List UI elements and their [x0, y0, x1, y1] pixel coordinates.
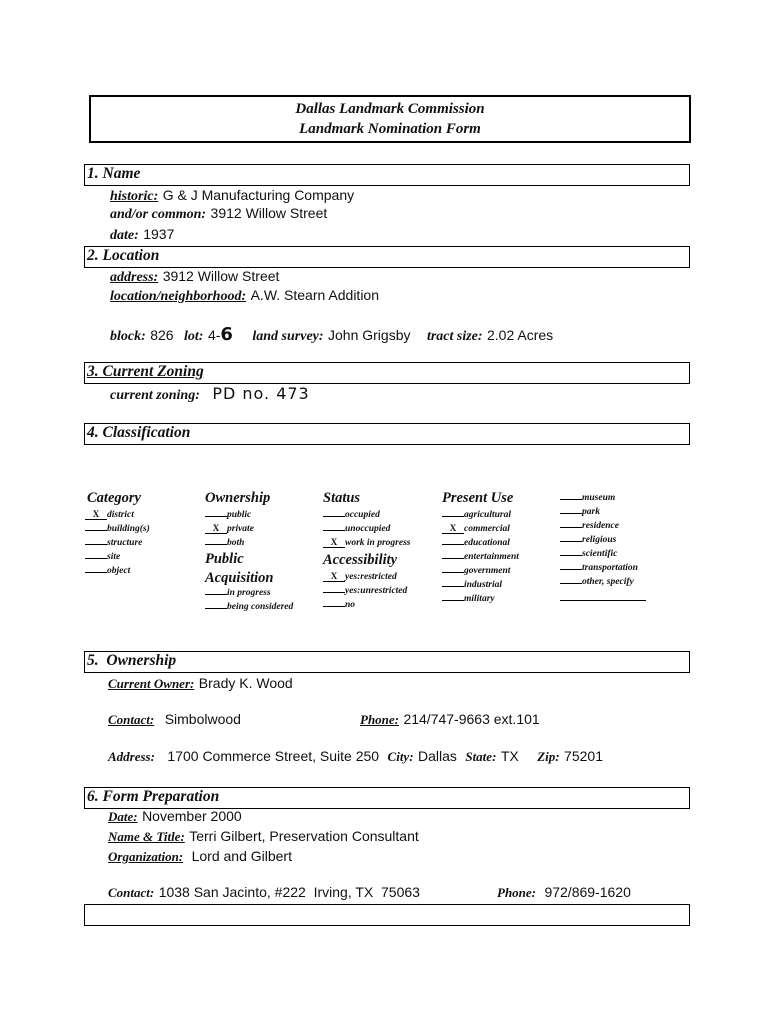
accessibility-item [323, 600, 355, 610]
checkbox-blank [205, 516, 227, 517]
block-label: block: [110, 329, 146, 344]
date-value: 1937 [143, 226, 175, 242]
form-subtitle: Landmark Nomination Form [299, 121, 481, 137]
present-use-item [442, 538, 510, 548]
section-heading: 6. Form Preparation [87, 788, 220, 805]
form-title: Dallas Landmark Commission [295, 101, 485, 117]
contact-label: Contact: [108, 712, 155, 727]
checkbox-blank: X [205, 524, 227, 534]
category-item [85, 552, 120, 562]
present-use-heading: Present Use [442, 490, 514, 506]
acquisition-label: in progress [227, 588, 271, 598]
present-use-label: government [464, 566, 511, 576]
public-acquisition-heading: Public [205, 551, 244, 567]
present-use-2-item [560, 577, 634, 587]
contact-value: Simbolwood [164, 711, 241, 727]
present-use-label: educational [464, 538, 510, 548]
present-use-item [442, 510, 511, 520]
section-location-header [84, 246, 690, 268]
tract-label: tract size: [426, 329, 483, 344]
present-use-item [442, 580, 502, 590]
category-item [85, 524, 150, 534]
historic-value: G & J Manufacturing Company [162, 187, 355, 203]
common-label: and/or common: [110, 207, 207, 222]
checkbox-blank [560, 555, 582, 556]
section-heading: 3. Current Zoning [87, 363, 204, 380]
ownership-item [205, 538, 244, 548]
section-name-header [84, 164, 690, 186]
lot-value: 4- [207, 327, 221, 343]
address-row [110, 268, 279, 286]
city-value: Dallas [417, 748, 457, 764]
status-label: unoccupied [345, 524, 391, 534]
section-heading: 5. Ownership [87, 652, 177, 669]
category-label: structure [107, 538, 143, 548]
owner-value: Brady K. Wood [198, 675, 293, 691]
status-heading: Status [323, 490, 361, 506]
phone-value: 214/747-9663 ext.101 [403, 711, 540, 727]
zoning-handwritten: PD no. 473 [212, 384, 310, 403]
survey-label: land survey: [252, 329, 324, 344]
category-item [85, 566, 130, 576]
blank-footer-box [84, 904, 690, 926]
checkbox-blank [205, 594, 227, 595]
checkbox-blank [442, 516, 464, 517]
contact-row [108, 711, 241, 729]
checkbox-blank [205, 544, 227, 545]
section-zoning-header [84, 362, 690, 384]
prep-phone-row [497, 884, 631, 902]
present-use-2-item [560, 493, 615, 503]
date-row [110, 226, 174, 244]
section-classification-header [84, 423, 690, 445]
prep-date-value: November 2000 [142, 808, 242, 824]
accessibility-item [323, 572, 397, 582]
section-preparation-header [84, 787, 690, 809]
checkbox-blank [85, 530, 107, 531]
present-use-2-label: religious [582, 535, 617, 545]
checkbox-blank [442, 558, 464, 559]
owner-address-label: Address: [108, 749, 155, 764]
owner-address-value: 1700 Commerce Street, Suite 250 [167, 748, 380, 764]
prep-date-label: Date: [108, 809, 138, 824]
ownership-item [205, 510, 251, 520]
acquisition-item [205, 588, 271, 598]
date-label: date: [110, 228, 139, 243]
category-label: site [107, 552, 121, 562]
present-use-2-label: transportation [582, 563, 638, 573]
checkbox-blank [323, 606, 345, 607]
status-item [323, 510, 380, 520]
owner-label: Current Owner: [108, 676, 195, 691]
accessibility-item [323, 586, 407, 596]
checkbox-blank: X [323, 538, 345, 548]
checkbox-blank [560, 527, 582, 528]
prep-date-row [108, 808, 242, 826]
acquisition-item [205, 602, 293, 612]
prep-contact-value: 1038 San Jacinto, #222 Irving, TX 75063 [158, 884, 420, 900]
acquisition-label: being considered [227, 602, 294, 612]
form-title-box [89, 95, 691, 143]
present-use-2-label: other, specify [582, 577, 634, 587]
present-use-label: entertainment [464, 552, 519, 562]
lot-handwritten: 6 [220, 324, 234, 345]
common-row [110, 205, 327, 223]
category-heading: Category [87, 490, 141, 506]
checkbox-blank [323, 592, 345, 593]
present-use-2-label: scientific [582, 549, 618, 559]
state-value: TX [500, 748, 519, 764]
checkbox-blank [85, 544, 107, 545]
ownership-heading: Ownership [205, 490, 271, 506]
common-value: 3912 Willow Street [210, 205, 328, 221]
ownership-label: private [227, 524, 254, 534]
present-use-2-item [560, 535, 616, 545]
accessibility-heading: Accessibility [323, 552, 398, 568]
checkbox-blank: X [85, 510, 107, 520]
category-item [85, 510, 134, 520]
section-ownership-header [84, 651, 690, 673]
prep-contact-label: Contact: [108, 885, 155, 900]
category-label: district [107, 510, 134, 520]
present-use-2-label: museum [582, 493, 616, 503]
status-label: work in progress [345, 538, 411, 548]
accessibility-label: no [345, 600, 356, 610]
neighborhood-value: A.W. Stearn Addition [250, 287, 379, 303]
present-use-2-item [560, 563, 638, 573]
address-value: 3912 Willow Street [162, 268, 280, 284]
phone-label: Phone: [360, 712, 399, 727]
tract-value: 2.02 Acres [487, 327, 554, 343]
checkbox-blank: X [442, 524, 464, 534]
checkbox-blank [560, 541, 582, 542]
zoning-label: current zoning: [110, 388, 200, 403]
present-use-2-label: residence [582, 521, 619, 531]
present-use-item [442, 594, 495, 604]
present-use-item [442, 524, 510, 534]
ownership-label: public [227, 510, 252, 520]
category-item [85, 538, 142, 548]
prep-name-value: Terri Gilbert, Preservation Consultant [189, 828, 419, 844]
prep-name-row [108, 828, 419, 846]
accessibility-label: yes:unrestricted [345, 586, 408, 596]
present-use-label: military [464, 594, 495, 604]
prep-phone-label: Phone: [497, 885, 536, 900]
address-label: address: [110, 270, 159, 285]
checkbox-blank [560, 583, 582, 584]
survey-value: John Grigsby [328, 327, 411, 343]
state-label: State: [465, 749, 497, 764]
checkbox-blank [323, 516, 345, 517]
specify-line [560, 600, 646, 601]
checkbox-blank [560, 513, 582, 514]
zip-value: 75201 [564, 748, 603, 764]
status-item [323, 538, 410, 548]
checkbox-blank [560, 499, 582, 500]
present-use-label: industrial [464, 580, 503, 590]
present-use-2-label: park [582, 507, 600, 517]
prep-org-row [108, 848, 292, 866]
checkbox-blank [442, 572, 464, 573]
checkbox-blank [85, 558, 107, 559]
status-label: occupied [345, 510, 380, 520]
checkbox-blank [85, 572, 107, 573]
checkbox-blank [442, 600, 464, 601]
phone-row [360, 711, 540, 729]
public-acquisition-heading-2: Acquisition [205, 570, 274, 586]
owner-address-row [108, 748, 603, 766]
prep-org-label: Organization: [108, 849, 184, 864]
present-use-label: commercial [464, 524, 510, 534]
section-heading: 4. Classification [87, 424, 191, 441]
block-lot-row [110, 324, 553, 345]
historic-row [110, 187, 354, 205]
ownership-label: both [227, 538, 245, 548]
prep-org-value: Lord and Gilbert [191, 848, 292, 864]
present-use-item [442, 566, 510, 576]
present-use-item [442, 552, 519, 562]
checkbox-blank: X [323, 572, 345, 582]
present-use-label: agricultural [464, 510, 511, 520]
prep-phone-value: 972/869-1620 [544, 884, 631, 900]
zip-label: Zip: [537, 749, 560, 764]
prep-name-label: Name & Title: [108, 829, 185, 844]
present-use-2-item [560, 521, 619, 531]
checkbox-blank [560, 569, 582, 570]
present-use-2-item [560, 507, 600, 517]
checkbox-blank [205, 608, 227, 609]
section-heading: 1. Name [87, 165, 141, 182]
historic-label: historic: [110, 189, 159, 204]
block-value: 826 [150, 327, 174, 343]
lot-label: lot: [184, 329, 204, 344]
neighborhood-label: location/neighborhood: [110, 289, 247, 304]
category-label: object [107, 566, 131, 576]
zoning-row [110, 384, 310, 404]
ownership-item [205, 524, 254, 534]
checkbox-blank [323, 530, 345, 531]
category-label: building(s) [107, 524, 150, 534]
prep-contact-row [108, 884, 420, 902]
owner-row [108, 675, 293, 693]
status-item [323, 524, 390, 534]
checkbox-blank [442, 544, 464, 545]
accessibility-label: yes:restricted [345, 572, 397, 582]
checkbox-blank [442, 586, 464, 587]
neighborhood-row [110, 287, 379, 305]
city-label: City: [387, 749, 414, 764]
section-heading: 2. Location [87, 247, 160, 264]
present-use-2-item [560, 549, 617, 559]
